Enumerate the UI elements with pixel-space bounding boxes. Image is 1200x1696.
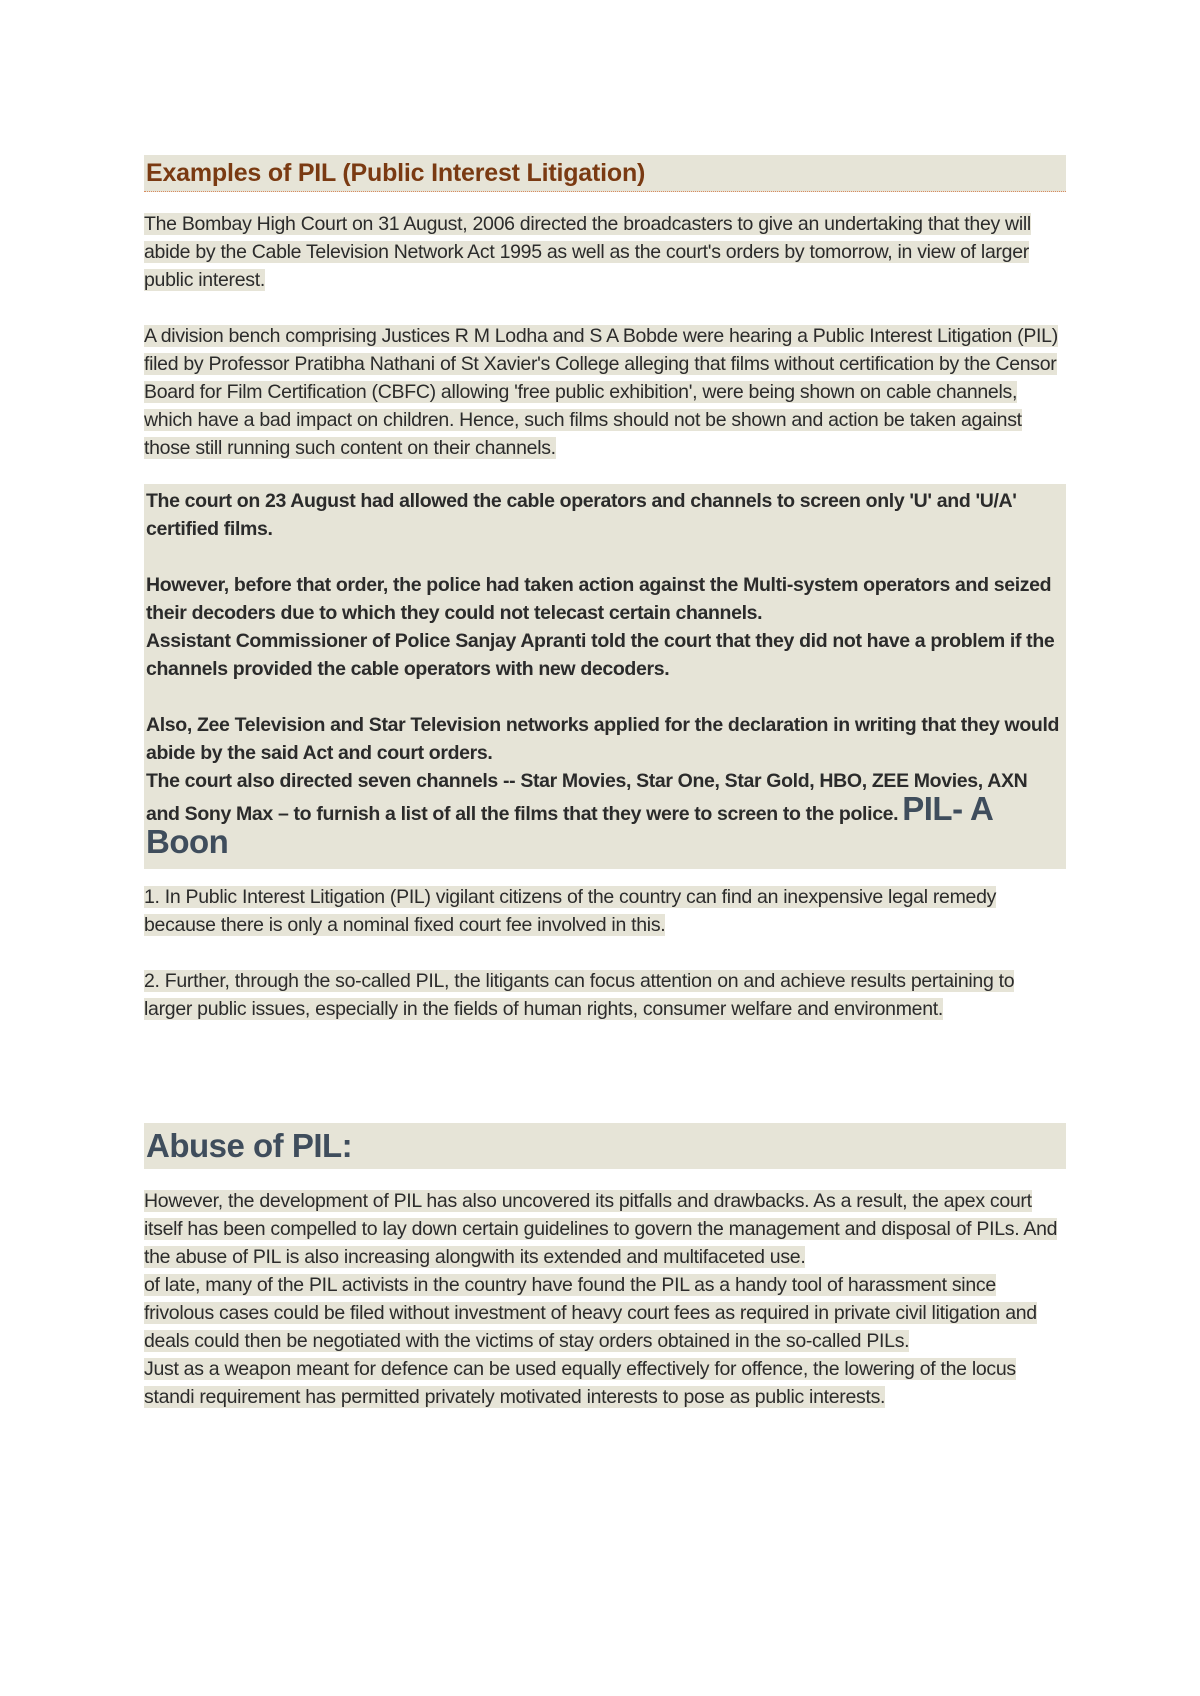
- court-order-paragraph-4: Also, Zee Television and Star Television networks applied for the declaration in writing that they would abide by the said Act and court orders.: [146, 714, 1060, 764]
- court-order-paragraph-5: [146, 767, 1064, 861]
- abuse-paragraph-3: [144, 1355, 1066, 1411]
- court-order-paragraph-2: However, before that order, the police had taken action against the Multi-system operators and seized their decoders due to which they could not telecast certain channels.: [146, 574, 1052, 624]
- examples-paragraph-2: [144, 322, 1066, 462]
- court-order-paragraph-5-text: The court also directed seven channels -- Star Movies, Star One, Star Gold, HBO, ZEE Movies, AXN and Sony Max – to furnish a list of all the films that they were to screen to the police.: [146, 770, 1028, 825]
- court-order-paragraph-3: Assistant Commissioner of Police Sanjay Apranti told the court that they did not have a problem if the channels provided the cable operators with new decoders.: [146, 630, 1055, 680]
- examples-paragraph-1-text: The Bombay High Court on 31 August, 2006 directed the broadcasters to give an undertaking that they will abide by the Cable Television Network Act 1995 as well as the court's orders by tomorrow, in view of larger public interest.: [144, 213, 1031, 291]
- court-order-paragraph-1: The court on 23 August had allowed the cable operators and channels to screen only 'U' and 'U/A' certified films.: [146, 490, 1017, 540]
- examples-paragraph-1: [144, 210, 1066, 294]
- boon-point-1-text: 1. In Public Interest Litigation (PIL) vigilant citizens of the country can find an inexpensive legal remedy because there is only a nominal fixed court fee involved in this.: [144, 886, 997, 936]
- document-page: [144, 155, 1066, 1411]
- abuse-paragraph-1-text: However, the development of PIL has also uncovered its pitfalls and drawbacks. As a result, the apex court itself has been compelled to lay down certain guidelines to govern the management and disposal of PILs. And the abuse of PIL is also increasing alongwith its extended and multifaceted use.: [144, 1190, 1058, 1268]
- abuse-paragraph-3-text: Just as a weapon meant for defence can be used equally effectively for offence, the lowering of the locus standi requirement has permitted privately motivated interests to pose as public interests.: [144, 1358, 1016, 1408]
- court-orders-block: [144, 484, 1066, 869]
- examples-paragraph-2-text: A division bench comprising Justices R M Lodha and S A Bobde were hearing a Public Interest Litigation (PIL) filed by Professor Pratibha Nathani of St Xavier's College alleging that films without certification by the Censor Board for Film Certification (CBFC) allowing 'free public exhibition', were being shown on cable channels, which have a bad impact on children. Hence, such films should not be shown and action be taken against those still running such content on their channels.: [144, 325, 1058, 459]
- abuse-paragraph-1: [144, 1187, 1066, 1271]
- abuse-paragraph-2-text: of late, many of the PIL activists in the country have found the PIL as a handy tool of harassment since frivolous cases could be filed without investment of heavy court fees as required in private civil litigation and deals could then be negotiated with the victims of stay orders obtained in the so-called PILs.: [144, 1274, 1037, 1352]
- boon-heading: PIL- A Boon: [146, 790, 993, 860]
- boon-point-2-text: 2. Further, through the so-called PIL, the litigants can focus attention on and achieve results pertaining to larger public issues, especially in the fields of human rights, consumer welfare and environment.: [144, 970, 1015, 1020]
- boon-point-1: [144, 883, 1066, 939]
- abuse-heading: Abuse of PIL:: [144, 1123, 1066, 1169]
- abuse-paragraph-2: [144, 1271, 1066, 1355]
- boon-point-2: [144, 967, 1066, 1023]
- examples-heading: Examples of PIL (Public Interest Litigation): [144, 155, 1066, 192]
